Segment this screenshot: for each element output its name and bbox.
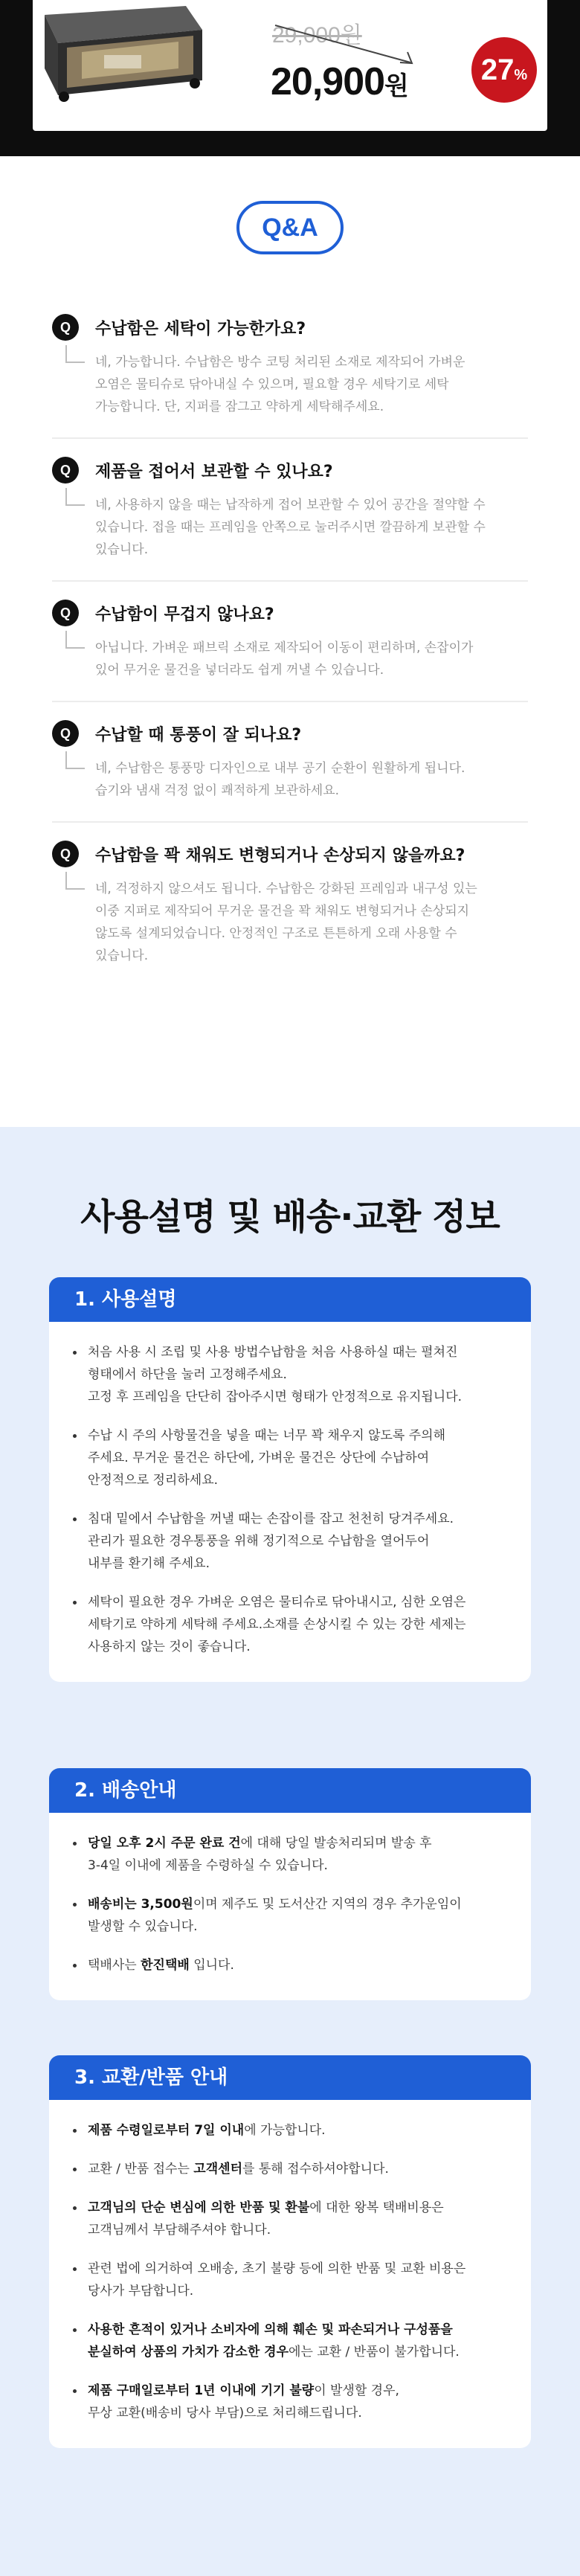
info-bullet — [71, 1893, 509, 1938]
bullet-text: 이며 제주도 및 도서산간 지역의 경우 추가운임이 발생할 수 있습니다. — [88, 1897, 462, 1934]
discount-number: 27 — [480, 54, 515, 86]
bullet-text: 세탁이 필요한 경우 가벼운 오염은 물티슈로 닦아내시고, 심한 오염은 세탁기로 약하게 세탁해 주세요.소재를 손상시킬 수 있는 강한 세제는 사용하지 않는 것이 좋습니다. — [88, 1595, 466, 1654]
qa-question: 수납함을 꽉 채워도 변형되거나 손상되지 않을까요? — [95, 846, 465, 865]
product-price-card — [33, 0, 547, 131]
product-banner — [0, 0, 580, 156]
bullet-emphasis: 제품 수령일로부터 7일 이내 — [88, 2123, 245, 2138]
sale-price-unit: 원 — [384, 72, 408, 100]
delivery-heading: 2. 배송안내 — [49, 1768, 531, 1813]
exchange-card — [49, 2055, 531, 2448]
qa-item — [52, 702, 528, 823]
sale-price — [271, 60, 408, 104]
bullet-text: 에 대한 왕복 택배비용은 고객님께서 부담해주셔야 합니다. — [88, 2200, 444, 2238]
info-bullet — [71, 2319, 509, 2363]
qa-item — [52, 582, 528, 702]
bullet-emphasis: 당일 오후 2시 주문 완료 건 — [88, 1836, 241, 1851]
info-bullet — [71, 2197, 509, 2241]
qa-question-row — [52, 455, 528, 485]
qa-question: 수납함은 세탁이 가능한가요? — [95, 319, 306, 338]
bullet-text: 교환 / 반품 접수는 — [88, 2162, 194, 2177]
question-mark-icon: Q — [52, 841, 79, 867]
delivery-card — [49, 1768, 531, 2000]
question-mark-icon: Q — [52, 600, 79, 626]
bullet-text: 수납 시 주의 사항물건을 넣을 때는 너무 꽉 채우지 않도록 주의해 주세요. 무거운 물건은 하단에, 가벼운 물건은 상단에 수납하여 안정적으로 정리하세요. — [88, 1428, 446, 1488]
bullet-text: 에는 교환 / 반품이 불가합니다. — [289, 2345, 460, 2360]
discount-badge — [471, 37, 537, 103]
bullet-emphasis: 한진택배 — [141, 1958, 190, 1973]
qa-question-row — [52, 598, 528, 628]
original-price: 29,000원 — [272, 23, 362, 48]
info-bullet — [71, 1508, 509, 1575]
bullet-emphasis: 배송비는 3,500원 — [88, 1897, 193, 1912]
question-mark-icon: Q — [52, 720, 79, 747]
bullet-text: 침대 밑에서 수납함을 꺼낼 때는 손잡이를 잡고 천천히 당겨주세요. 관리가 필요한 경우통풍을 위해 정기적으로 수납함을 열어두어 내부를 환기해 주세요. — [88, 1512, 454, 1571]
sale-price-number: 20,900 — [271, 60, 385, 103]
info-bullet — [71, 1832, 509, 1877]
qa-list — [52, 296, 528, 986]
qa-question-row — [52, 312, 528, 342]
bullet-text: 에 대해 당일 발송처리되며 발송 후 3-4일 이내에 제품을 수령하실 수 있습니다. — [88, 1836, 432, 1873]
qa-answer: 네, 가능합니다. 수납함은 방수 코팅 처리된 소재로 제작되어 가벼운 오염은 물티슈로 닦아내실 수 있으며, 필요할 경우 세탁기로 세탁 가능합니다. 단, 지퍼를 잠그고 약하게 세탁해주세요. — [95, 351, 528, 418]
qa-badge: Q&A — [236, 201, 344, 254]
info-bullet — [71, 1424, 509, 1491]
bullet-text: 택배사는 — [88, 1958, 141, 1973]
bullet-text: 관련 법에 의거하여 오배송, 초기 불량 등에 의한 반품 및 교환 비용은 당사가 부담합니다. — [88, 2261, 466, 2299]
qa-question: 수납함이 무겁지 않나요? — [95, 605, 274, 624]
info-bullet — [71, 1341, 509, 1408]
qa-question-row — [52, 719, 528, 748]
bullet-emphasis: 제품 구매일로부터 1년 이내에 기기 불량 — [88, 2383, 315, 2398]
qa-answer: 네, 사용하지 않을 때는 납작하게 접어 보관할 수 있어 공간을 절약할 수 있습니다. 접을 때는 프레임을 안쪽으로 눌러주시면 깔끔하게 보관할 수 있습니다. — [95, 494, 528, 561]
qa-answer: 네, 걱정하지 않으셔도 됩니다. 수납함은 강화된 프레임과 내구성 있는 이중 지퍼로 제작되어 무거운 물건을 꽉 채워도 변형되거나 손상되지 않도록 설계되었습니다. 안정적인 구조로 튼튼하게 오래 사용할 수 있습니다. — [95, 878, 528, 967]
qa-item — [52, 823, 528, 986]
info-bullet — [71, 2158, 509, 2180]
info-bullet — [71, 2258, 509, 2302]
bullet-text: 처음 사용 시 조립 및 사용 방법수납함을 처음 사용하실 때는 펼쳐진 형태에서 하단을 눌러 고정해주세요. 고정 후 프레임을 단단히 잡아주시면 형태가 안정적으로 유지됩니다. — [88, 1345, 463, 1404]
qa-question: 수납할 때 통풍이 잘 되나요? — [95, 725, 302, 745]
bullet-emphasis: 사용한 흔적이 있거나 소비자에 의해 훼손 및 파손되거나 구성품을 분실하여 상품의 가치가 감소한 경우 — [88, 2322, 453, 2360]
bullet-text: 를 통해 접수하셔야합니다. — [242, 2162, 389, 2177]
info-bullet — [71, 1954, 509, 1976]
qa-item — [52, 296, 528, 439]
info-title: 사용설명 및 배송·교환 정보 — [80, 1196, 500, 1238]
qa-item — [52, 439, 528, 582]
bullet-text: 입니다. — [189, 1958, 234, 1973]
delivery-body — [49, 1813, 531, 2000]
info-bullet — [71, 1591, 509, 1658]
storage-box-image — [37, 0, 208, 104]
usage-body — [49, 1322, 531, 1682]
bullet-emphasis: 고객님의 단순 변심에 의한 반품 및 환불 — [88, 2200, 310, 2215]
bullet-emphasis: 고객센터 — [193, 2162, 242, 2177]
question-mark-icon: Q — [52, 457, 79, 484]
discount-unit: % — [514, 67, 528, 83]
bullet-text: 이 발생할 경우, 무상 교환(배송비 당사 부담)으로 처리해드립니다. — [88, 2383, 399, 2421]
qa-question-row — [52, 839, 528, 869]
exchange-heading: 3. 교환/반품 안내 — [49, 2055, 531, 2100]
qa-answer: 네, 수납함은 통풍망 디자인으로 내부 공기 순환이 원활하게 됩니다. 습기와 냄새 걱정 없이 쾌적하게 보관하세요. — [95, 757, 528, 802]
usage-card — [49, 1277, 531, 1682]
qa-answer: 아닙니다. 가벼운 패브릭 소재로 제작되어 이동이 편리하며, 손잡이가 있어 무거운 물건을 넣더라도 쉽게 꺼낼 수 있습니다. — [95, 637, 528, 681]
exchange-body — [49, 2100, 531, 2448]
info-bullet — [71, 2380, 509, 2424]
bullet-text: 에 가능합니다. — [244, 2123, 326, 2138]
question-mark-icon: Q — [52, 314, 79, 341]
usage-heading: 1. 사용설명 — [49, 1277, 531, 1322]
info-section — [0, 1127, 580, 2576]
qa-question: 제품을 접어서 보관할 수 있나요? — [95, 462, 333, 481]
info-bullet — [71, 2119, 509, 2142]
